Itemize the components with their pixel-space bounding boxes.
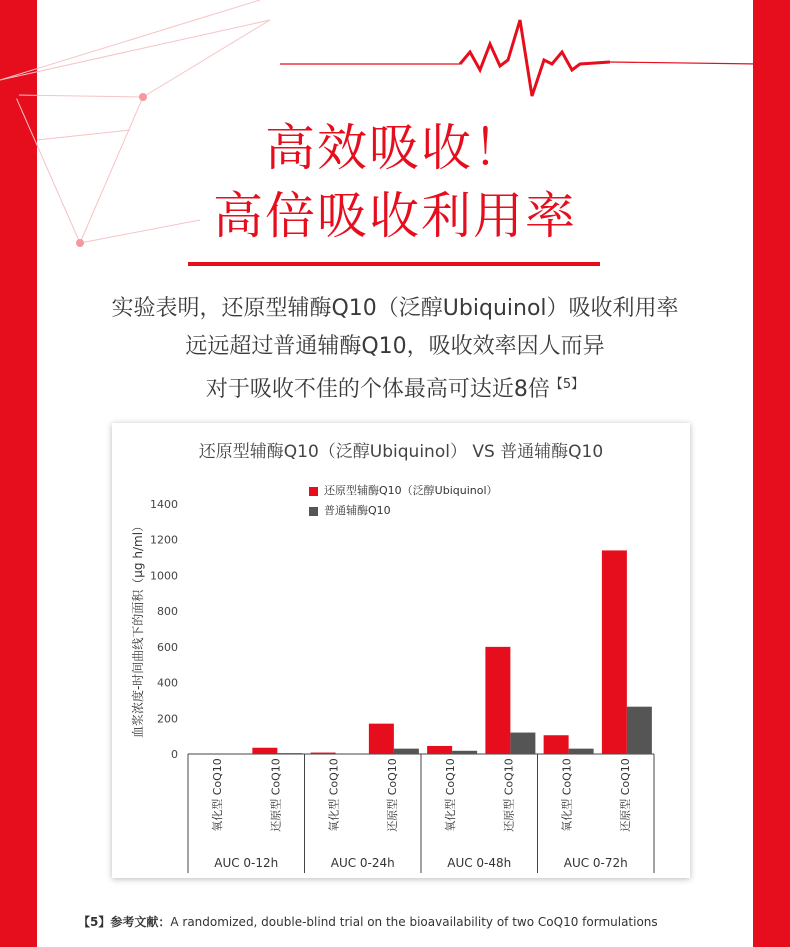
bar-coq10	[394, 749, 419, 754]
headline-underline	[188, 262, 600, 266]
footnote	[78, 913, 658, 930]
bar-ubiquinol	[252, 748, 277, 754]
intro-line-2: 远远超过普通辅酶Q10，吸收效率因人而异	[185, 334, 605, 359]
intro-reference-mark: 【5】	[549, 377, 585, 392]
network-node	[139, 93, 147, 101]
bar-ubiquinol	[369, 724, 394, 754]
bar-coq10	[627, 707, 652, 754]
bar-ubiquinol	[602, 550, 627, 754]
chart-card	[112, 423, 690, 878]
group-label: AUC 0-24h	[330, 856, 395, 870]
x-tick-label: 还原型 CoQ10	[385, 758, 399, 832]
intro-line-3-text: 对于吸收不佳的个体最高可达近8倍	[205, 377, 550, 402]
x-tick-label: 还原型 CoQ10	[618, 758, 632, 832]
headline-line-2: 高倍吸收利用率	[213, 187, 577, 245]
footnote-ref: 【5】参考文献：	[78, 915, 171, 929]
headline-line-1: 高效吸收！	[265, 119, 525, 177]
y-tick-label: 800	[157, 605, 178, 619]
bar-ubiquinol	[544, 735, 569, 754]
legend-label-ubiquinol: 还原型辅酶Q10（泛醇Ubiquinol）	[324, 484, 498, 497]
y-tick-label: 1200	[150, 533, 178, 547]
x-tick-label: 氧化型 CoQ10	[211, 758, 225, 832]
y-axis-label: 血浆浓度-时间曲线下的面积（μg h/ml）	[131, 519, 145, 739]
y-tick-label: 200	[157, 712, 178, 726]
x-tick-label: 氧化型 CoQ10	[560, 758, 574, 832]
x-tick-label: 氧化型 CoQ10	[327, 758, 341, 832]
legend-label-coq10: 普通辅酶Q10	[324, 504, 391, 517]
y-tick-label: 400	[157, 676, 178, 690]
bar-coq10	[510, 733, 535, 754]
group-label: AUC 0-12h	[214, 856, 279, 870]
bar-chart-plot	[112, 423, 690, 878]
x-tick-label: 还原型 CoQ10	[269, 758, 283, 832]
y-tick-label: 1400	[150, 498, 178, 511]
bar-coq10	[452, 751, 477, 754]
intro-line-1: 实验表明，还原型辅酶Q10（泛醇Ubiquinol）吸收利用率	[111, 296, 679, 321]
bar-ubiquinol	[427, 746, 452, 754]
bar-ubiquinol	[485, 647, 510, 754]
group-label: AUC 0-48h	[447, 856, 512, 870]
group-label: AUC 0-72h	[563, 856, 628, 870]
y-tick-label: 0	[171, 748, 178, 761]
bar-coq10	[277, 753, 302, 754]
network-node	[11, 91, 19, 99]
intro-line-3	[37, 366, 753, 409]
x-tick-label: 还原型 CoQ10	[502, 758, 516, 832]
footnote-text: A randomized, double-blind trial on the bioavailability of two CoQ10 formulations	[170, 915, 658, 929]
bar-ubiquinol	[311, 753, 336, 754]
heartbeat-line	[280, 20, 760, 96]
y-tick-label: 600	[157, 640, 178, 654]
chart-title: 还原型辅酶Q10（泛醇Ubiquinol） VS 普通辅酶Q10	[198, 442, 604, 462]
bar-coq10	[569, 749, 594, 754]
x-tick-label: 氧化型 CoQ10	[444, 758, 458, 832]
y-tick-label: 1000	[150, 569, 178, 583]
